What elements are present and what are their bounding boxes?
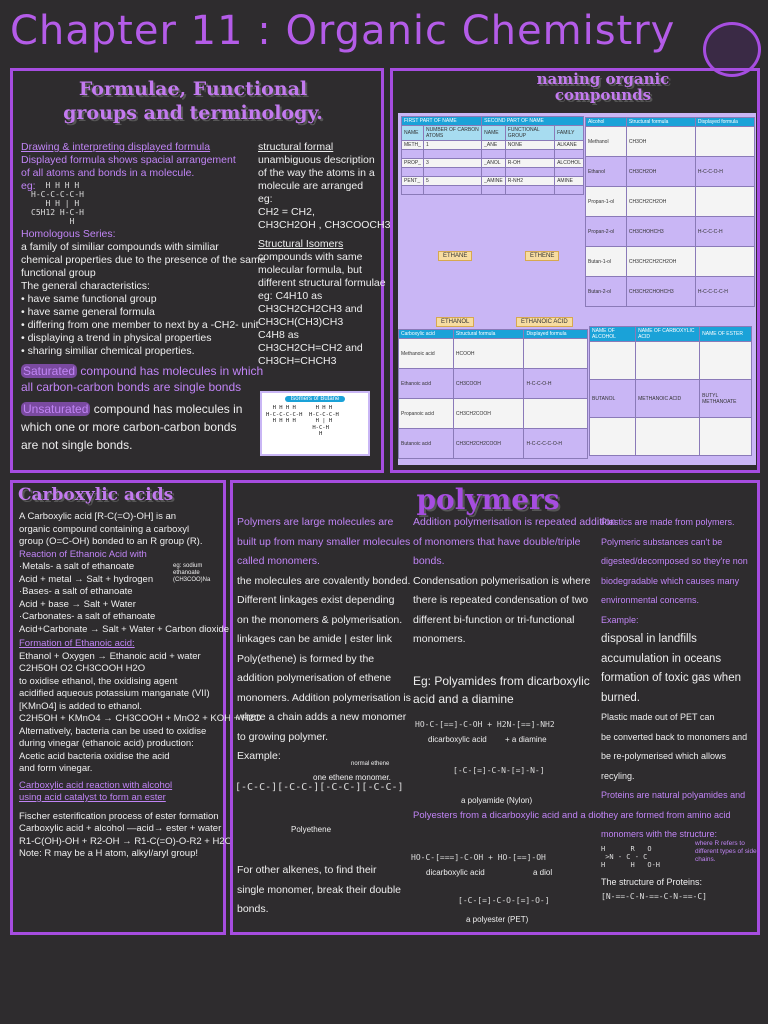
table-cell: CH3CH2CH2CH2OH [626, 247, 695, 277]
text-line: The general characteristics: [21, 280, 150, 292]
table-row [399, 339, 588, 369]
text-line: Plastic made out of PET can [601, 712, 715, 722]
table-cell: METH_ [402, 141, 424, 150]
text-line: • displaying a trend in physical properties [21, 332, 212, 344]
table-cell [402, 186, 424, 195]
text-line: Polymers are large molecules are [237, 516, 394, 528]
text-line: [KMnO4] is added to ethanol. [19, 700, 143, 712]
text-line: a family of similiar compounds with similiar [21, 241, 219, 253]
text-line: CH3CH2CH=CH2 and [258, 342, 363, 354]
table-cell [700, 342, 752, 380]
text-line: CH3CH2OH , CH3COOCH3 [258, 219, 391, 231]
text-line: compound has molecules in which [80, 364, 264, 378]
text-line: Ethanol + Oxygen → Ethanoic acid + water [19, 650, 201, 662]
table-cell: CH3COOH [453, 369, 524, 399]
text-line: monomers. [413, 633, 466, 645]
text-line: be re-polymerised which allows [601, 751, 727, 761]
polyester-reaction: HO-C-[===]-C-OH + HO-[==]-OH [411, 853, 546, 862]
polyamide-diagram: [-C-[=]-C-N-[=]-N-] [453, 766, 545, 775]
text-line: Plastics are made from polymers. [601, 517, 735, 527]
text-line: • have same functional group [21, 293, 157, 305]
formulas-section [10, 68, 391, 473]
column-header: Structural formula [626, 118, 695, 127]
column-header: Alcohol [586, 118, 627, 127]
table-cell [402, 150, 424, 159]
text-line: Example: [601, 614, 639, 625]
pentane-diagram: H H H H H-C-C-C-C-H H H | H C5H12 H-C-H H [31, 181, 84, 226]
text-line: Displayed formula shows spacial arrangement [21, 154, 236, 166]
text-line: called monomers. [237, 555, 320, 567]
text-line: all carbon-carbon bonds are single bonds [21, 380, 242, 394]
table-cell: METHANOIC ACID [636, 380, 700, 418]
text-line: Poly(ethene) is formed by the [237, 652, 375, 665]
amino-acid-diagram: H R O >N - C - C H H O-H [601, 844, 661, 869]
text-line: Note: R may be a H atom, alkyl/aryl group! [19, 848, 198, 859]
table-cell [423, 168, 481, 177]
table-cell [590, 342, 636, 380]
text-line: of the way the atoms in a [258, 167, 375, 179]
structural-heading: structural formal [258, 141, 334, 153]
table-cell: 3 [423, 159, 481, 168]
section-heading: Formulae, Functional groups and terminology. [63, 78, 323, 124]
text-line: Alternatively, bacteria can be used to oxidise [19, 725, 207, 737]
table-cell: Ethanoic acid [399, 369, 454, 399]
ethene-tag: ETHENE [525, 251, 559, 261]
text-line: different structural formulae [258, 277, 386, 289]
column-header: Displayed formula [524, 330, 588, 339]
ester-heading: Carboxylic acid reaction with alcohol [19, 779, 173, 791]
text-line: compounds with same [258, 251, 363, 263]
text-line: single monomer, break their double [237, 883, 402, 896]
table-cell: Butanoic acid [399, 429, 454, 459]
ethane-tag: ETHANE [438, 251, 472, 261]
table-cell [524, 399, 588, 429]
table-cell [482, 186, 506, 195]
text-line: CH3CH=CHCH3 [258, 355, 337, 367]
text-line: there is repeated condensation of two [413, 594, 589, 606]
table-cell [636, 418, 700, 456]
text-line: CH3CH2CH2CH3 and [258, 303, 363, 315]
text-line: eg: [258, 193, 273, 205]
text-line: Different linkages exist depending [237, 594, 395, 606]
text-line: Addition polymerisation is repeated addition [413, 516, 617, 528]
table-group-header: FIRST PART OF NAME [402, 117, 482, 126]
text-line: bonds. [237, 903, 269, 915]
text-line: group (O=C-OH) bonded to an R group (R). [19, 536, 203, 547]
table-cell: Propan-2-ol [586, 217, 627, 247]
text-line: C2H5OH + KMnO4 → CH3COOH + MnO2 + KOH + H2O [19, 713, 262, 724]
column-header: Displayed formula [695, 118, 754, 127]
table-cell [423, 186, 481, 195]
ester-heading: using acid catalyst to form an ester [19, 792, 166, 803]
text-line: recyling. [601, 770, 635, 781]
text-line: burned. [601, 691, 641, 704]
table-cell: Ethanol [586, 157, 627, 187]
table-row [399, 429, 588, 459]
column-header: FUNCTIONAL GROUP [505, 126, 554, 141]
table-cell: Propanoic acid [399, 399, 454, 429]
text-line: eg: C4H10 as [258, 290, 323, 302]
text-line: of all atoms and bonds in a molecule. [21, 167, 195, 179]
table-cell: Butan-1-ol [586, 247, 627, 277]
table-group-header: SECOND PART OF NAME [482, 117, 584, 126]
polyethene-diagram: [-C-C-][-C-C-][-C-C-][-C-C-] [235, 782, 404, 793]
table-row [399, 399, 588, 429]
text-line: organic compound containing a carboxyl [19, 523, 190, 535]
text-line: environmental concerns. [601, 595, 700, 605]
table-row [586, 187, 755, 217]
table-row [586, 247, 755, 277]
text-line: to oxidise ethanol, the oxidising agent [19, 675, 178, 687]
table-row [586, 217, 755, 247]
table-cell [695, 247, 754, 277]
saturated-term: Saturated [23, 364, 76, 378]
polyester-label: a polyester (PET) [466, 915, 529, 924]
section-heading: naming organic compounds [536, 70, 670, 104]
table-cell: R-OH [505, 159, 554, 168]
text-line: linkages can be amide | ester link [237, 633, 393, 645]
page-title: Chapter 11 : Organic Chemistry [10, 8, 676, 54]
text-line: Proteins are natural polyamides and [601, 790, 746, 800]
butane-diagram: H H H H H H H H-C-C-C-C-H H-C-C-C-H H H H H H | H H-C-H H [266, 405, 339, 437]
displayed-formula-block [21, 141, 266, 454]
text-line: molecule are arranged [258, 180, 364, 192]
text-line: CH3CH(CH3)CH3 [258, 316, 344, 328]
table-cell [700, 418, 752, 456]
column-header: NUMBER OF CARBON ATOMS [423, 126, 481, 141]
table-cell: AMINE [555, 177, 584, 186]
table-cell [695, 127, 754, 157]
text-line: of monomers that have double/triple [413, 535, 581, 548]
text-line: and form vinegar. [19, 763, 93, 774]
text-line: Acid+Carbonate → Salt + Water + Carbon dioxide [19, 623, 230, 635]
ethanoic-acid-tag: ETHANOIC ACID [516, 317, 573, 327]
table-row [399, 369, 588, 399]
table-cell [555, 150, 584, 159]
text-line: biodegradable which causes many [601, 575, 740, 586]
table-cell: ALCOHOL [555, 159, 584, 168]
table-row [402, 186, 584, 195]
table-row [590, 380, 752, 418]
table-cell [505, 150, 554, 159]
table-cell [482, 168, 506, 177]
table-row [402, 150, 584, 159]
name-parts-table [401, 116, 584, 195]
alcohol-table [585, 117, 755, 307]
text-line: where a chain adds a new monomer [237, 711, 407, 723]
text-line: ·Metals- a salt of ethanoate [19, 561, 135, 572]
text-line: R1-C(OH)-OH + R2-OH → R1-C(=O)-O-R2 + H2O [19, 835, 232, 847]
table-cell: 1 [423, 141, 481, 150]
table-cell: R-NH2 [505, 177, 554, 186]
table-cell: H-C-C-C-H [695, 217, 754, 247]
dicarboxylic-label: dicarboxylic acid [426, 868, 485, 877]
table-row [402, 177, 584, 186]
table-cell [524, 339, 588, 369]
text-line: Acid + metal → Salt + hydrogen [19, 573, 154, 585]
table-cell: PROP_ [402, 159, 424, 168]
formation-heading: Formation of Ethanoic acid: [19, 638, 135, 649]
text-line: • sharing similiar chemical properties. [21, 345, 195, 357]
table-cell: CH3CH2CH2COOH [453, 429, 524, 459]
text-line: accumulation in oceans [601, 652, 722, 665]
text-line: ·Carbonates- a salt of ethanoate [19, 611, 156, 622]
metal-note: eg: sodium ethanoate (CH3COO)Na [173, 563, 211, 583]
table-cell: CH3OH [626, 127, 695, 157]
column-header: NAME OF ALCOHOL [590, 327, 636, 342]
text-line: the molecules are covalently bonded. [237, 574, 411, 587]
polyethene-label: Polyethene [291, 825, 332, 834]
table-row [586, 277, 755, 307]
polymers-col1-end [237, 861, 417, 920]
table-cell: BUTANOL [590, 380, 636, 418]
polymers-col2 [413, 513, 617, 650]
polyester-diagram: [-C-[=]-C-O-[=]-O-] [458, 896, 550, 905]
text-line: which one or more carbon-carbon bonds [21, 420, 237, 434]
text-line: CH2 = CH2, [258, 206, 315, 218]
proteins-structure-label: The structure of Proteins: [601, 876, 703, 887]
ethanol-tag: ETHANOL [436, 317, 474, 327]
table-row [402, 159, 584, 168]
table-cell: Methanoic acid [399, 339, 454, 369]
table-cell [505, 168, 554, 177]
table-row [586, 157, 755, 187]
text-line: functional group [21, 267, 96, 279]
text-line: are not single bonds. [21, 438, 133, 452]
table-cell: _AMINE [482, 177, 506, 186]
table-cell: HCOOH [453, 339, 524, 369]
diamine-label: + a diamine [505, 735, 547, 744]
text-line: A Carboxylic acid [R-C(=O)-OH] is an [19, 511, 177, 522]
polyamide-intro: Eg: Polyamides from dicarboxylic acid and a diamine [413, 674, 590, 706]
text-line: C2H5OH O2 CH3COOH H2O [19, 663, 146, 674]
column-header: Structural formula [453, 330, 524, 339]
butane-isomers-image [260, 391, 370, 456]
text-line: Acetic acid bacteria oxidise the acid [19, 750, 170, 762]
text-line: acidified aqueous potassium manganate (VII) [19, 688, 210, 699]
table-cell: Methanol [586, 127, 627, 157]
table-row [402, 141, 584, 150]
table-cell: BUTYL METHANOATE [700, 380, 752, 418]
column-header: FAMILY [555, 126, 584, 141]
reaction-heading: Reaction of Ethanoic Acid with [19, 548, 147, 560]
section-heading: Carboxylic acids [18, 485, 174, 505]
text-line: compound has molecules in [93, 402, 243, 416]
text-line: digested/decomposed so they're non [601, 556, 748, 566]
table-cell: _ANE [482, 141, 506, 150]
polyester-intro: Polyesters from a dicarboxylic acid and a diol. [413, 810, 606, 821]
table-cell [555, 168, 584, 177]
column-header: NAME OF ESTER [700, 327, 752, 342]
butane-label: Isomers of Butane [285, 396, 345, 402]
displayed-heading: Drawing & interpreting displayed formula [21, 141, 211, 153]
table-row [586, 127, 755, 157]
column-header: NAME [482, 126, 506, 141]
table-row [590, 418, 752, 456]
table-cell: H-C-C-O-H [524, 369, 588, 399]
table-cell [402, 168, 424, 177]
table-cell [482, 150, 506, 159]
table-cell: H-C-C-C-C-O-H [524, 429, 588, 459]
text-line: For other alkenes, to find their [237, 864, 377, 876]
table-cell: CH3CH2CH2OH [626, 187, 695, 217]
r-note: where R refers to different types of side chains. [695, 840, 757, 863]
polyamide-reaction: HO-C-[==]-C-OH + H2N-[==]-NH2 [415, 720, 555, 729]
text-line: • have same general formula [21, 306, 155, 318]
section-heading: polymers [416, 483, 560, 516]
text-line: Fischer esterification process of ester formation [19, 810, 219, 822]
column-header: Carboxylic acid [399, 330, 454, 339]
text-line: Example: [237, 750, 281, 762]
text-line: • differing from one member to next by a -CH2- unit [21, 319, 259, 331]
table-cell: 5 [423, 177, 481, 186]
table-cell: H-C-C-C-C-H [695, 277, 754, 307]
ester-table [589, 326, 752, 456]
table-cell: NONE [505, 141, 554, 150]
homologous-heading: Homologous Series: [21, 228, 116, 240]
text-line: they are formed from amino acid [601, 809, 731, 820]
table-cell [590, 418, 636, 456]
table-cell [695, 187, 754, 217]
table-cell [423, 150, 481, 159]
text-line: monomers. Addition polymerisation is [237, 691, 411, 704]
table-cell: Butan-2-ol [586, 277, 627, 307]
table-cell: CH3CH2CHOHCH3 [626, 277, 695, 307]
normal-ethene-label: normal ethene [351, 761, 390, 767]
column-header: NAME OF CARBOXYLIC ACID [636, 327, 700, 342]
diol-label: a diol [533, 868, 553, 877]
text-line: Polymeric substances can't be [601, 536, 723, 547]
table-cell: PENT_ [402, 177, 424, 186]
table-cell [636, 342, 700, 380]
text-line: chemical properties due to the presence of the same [21, 254, 266, 266]
table-cell: Propan-1-ol [586, 187, 627, 217]
table-cell [555, 186, 584, 195]
isomers-heading: Structural Isomers [258, 238, 344, 250]
eg-label: eg: [21, 180, 36, 192]
table-cell: ALKANE [555, 141, 584, 150]
table-row [402, 168, 584, 177]
text-line: built up from many smaller molecules [237, 535, 411, 548]
dicarboxylic-label: dicarboxylic acid [428, 735, 487, 744]
text-line: be converted back to monomers and [601, 731, 748, 742]
text-line: on the monomers & polymerisation. [237, 613, 403, 626]
column-header: NAME [402, 126, 424, 141]
text-line: during vinegar (ethanoic acid) production: [19, 738, 194, 749]
table-cell: CH3CHOHCH3 [626, 217, 695, 247]
text-line: ·Bases- a salt of ethanoate [19, 586, 133, 597]
structural-formula-block [258, 141, 391, 368]
polymers-col1 [237, 513, 417, 767]
text-line: Carboxylic acid + alcohol —acid→ ester + water [19, 823, 222, 834]
table-cell: _ANOL [482, 159, 506, 168]
unsaturated-term: Unsaturated [23, 402, 89, 416]
table-cell: CH3CH2OH [626, 157, 695, 187]
protein-diagram: [N-==-C-N-==-C-N-==-C] [601, 892, 707, 901]
table-cell [505, 186, 554, 195]
monomer-caption: one ethene monomer. [313, 773, 391, 782]
polyamide-label: a polyamide (Nylon) [461, 796, 533, 805]
table-cell: H-C-C-O-H [695, 157, 754, 187]
text-line: C4H8 as [258, 329, 299, 341]
polymers-section [230, 480, 760, 935]
text-line: Condensation polymerisation is where [413, 574, 591, 587]
text-line: Acid + base → Salt + Water [19, 598, 136, 610]
text-line: to growing polymer. [237, 730, 329, 743]
text-line: different bi-function or tri-functional [413, 613, 575, 626]
text-line: bonds. [413, 555, 445, 567]
text-line: formation of toxic gas when [601, 672, 741, 684]
naming-section [390, 68, 760, 473]
text-line: addition polymerisation of ethene [237, 672, 392, 684]
text-line: disposal in landfills [601, 633, 697, 645]
text-line: unambiguous description [258, 154, 375, 166]
text-line: molecular formula, but [258, 264, 362, 276]
table-row [590, 342, 752, 380]
carboxylic-acid-table [398, 329, 588, 459]
text-line: monomers with the structure: [601, 829, 718, 839]
table-cell: CH3CH2COOH [453, 399, 524, 429]
